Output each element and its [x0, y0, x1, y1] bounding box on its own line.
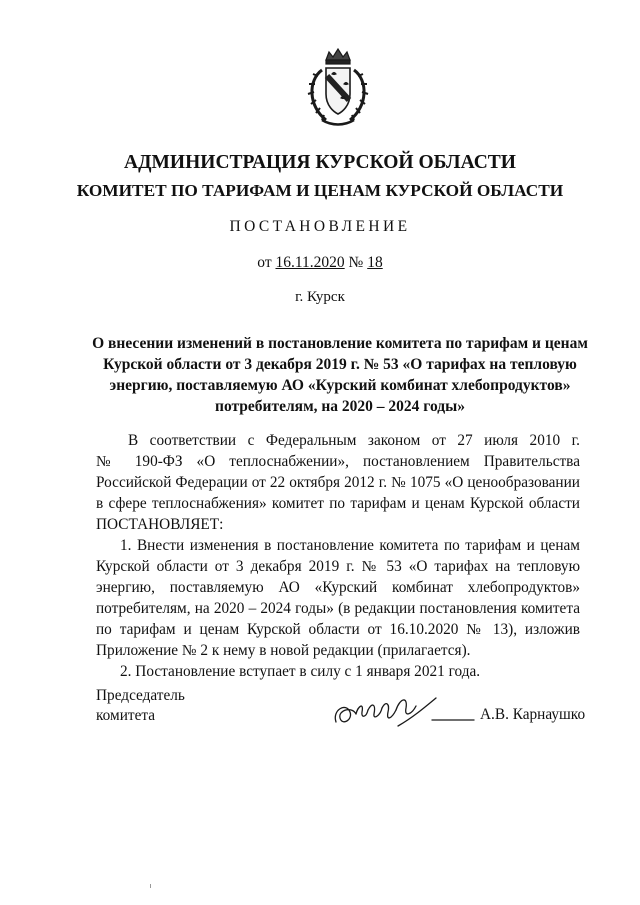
item-2-line: 2. Постановление вступает в силу с 1 января 2021 года.	[120, 663, 481, 680]
title-line: потребителям, на 2020 – 2024 годы»	[215, 398, 465, 415]
title-line: Курской области от 3 декабря 2019 г. № 53 «О тарифах на тепловую	[103, 356, 577, 373]
document-type: ПОСТАНОВЛЕНИЕ	[229, 218, 411, 235]
position-line: комитета	[96, 707, 156, 724]
item-1-line: 1. Внести изменения в постановление комитета по тарифам и ценам	[120, 537, 580, 554]
number-sign: №	[344, 254, 368, 271]
item-1-line: по тарифам и ценам Курской области от 16.10.2020 № 13), изложив	[96, 621, 580, 638]
preamble-line: В соответствии с Федеральным законом от 27 июля 2010 г.	[128, 432, 580, 449]
city-line: г. Курск	[295, 289, 345, 305]
item-1-line: энергию, поставляемую АО «Курский комбинат хлебопродуктов»	[96, 579, 580, 596]
signer-name: А.В. Карнаушко	[480, 706, 586, 723]
coat-of-arms-icon	[296, 46, 380, 130]
item-1-line: потребителям, на 2020 – 2024 годы» (в редакции постановления комитета	[96, 600, 580, 617]
item-1-line: Курской области от 3 декабря 2019 г. № 53 «О тарифах на тепловую	[96, 558, 580, 575]
position-line: Председатель	[96, 687, 185, 704]
title-line: О внесении изменений в постановление комитета по тарифам и ценам	[92, 335, 588, 352]
document-date: 16.11.2020	[275, 254, 345, 271]
preamble-line: в сфере теплоснабжения» комитет по тарифам и ценам Курской области	[96, 495, 580, 512]
title-line: энергию, поставляемую АО «Курский комбинат хлебопродуктов»	[109, 377, 571, 394]
preamble-line: № 190-ФЗ «О теплоснабжении», постановлением Правительства	[96, 453, 580, 470]
committee-heading: КОМИТЕТ ПО ТАРИФАМ И ЦЕНАМ КУРСКОЙ ОБЛАСТИ	[76, 181, 564, 200]
document-body	[96, 430, 580, 682]
signature-icon	[328, 688, 476, 736]
document-title	[88, 333, 592, 417]
document-number: 18	[367, 254, 383, 271]
date-prefix: от	[257, 254, 276, 271]
preamble-line: Российской Федерации от 22 октября 2012 г. № 1075 «О ценообразовании	[96, 474, 580, 491]
page-mark	[150, 884, 151, 888]
item-1-line: Приложение № 2 к нему в новой редакции (прилагается).	[96, 642, 471, 659]
date-number-line	[0, 254, 640, 272]
preamble-line: ПОСТАНОВЛЯЕТ:	[96, 516, 224, 533]
signer-position	[96, 686, 185, 726]
org-heading: АДМИНИСТРАЦИЯ КУРСКОЙ ОБЛАСТИ	[124, 152, 516, 173]
